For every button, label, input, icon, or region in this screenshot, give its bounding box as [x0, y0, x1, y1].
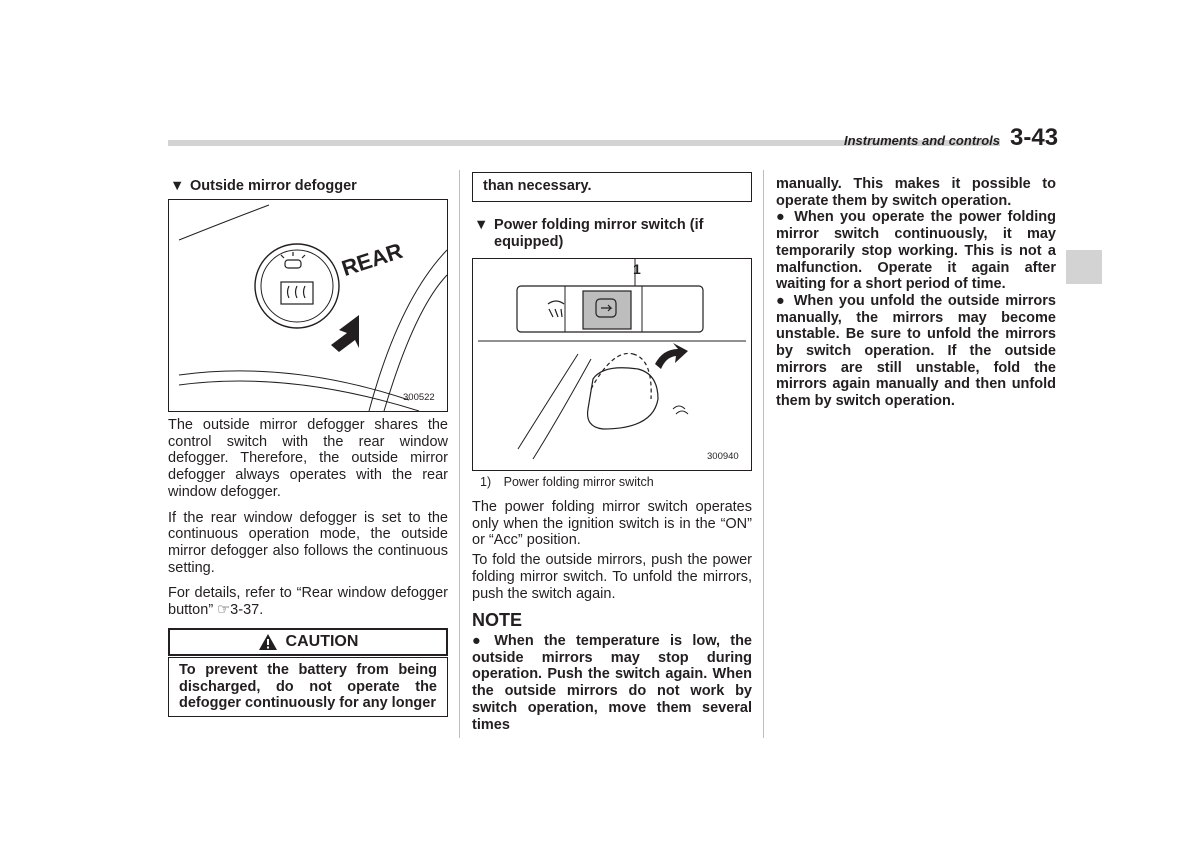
- column-divider: [459, 170, 460, 738]
- defogger-figure: [168, 199, 448, 412]
- caution-body: To prevent the battery from being discharged, do not operate the defogger continuously for any longer: [168, 657, 448, 717]
- right-body: [776, 176, 1056, 410]
- bullet-paragraph: ● When you operate the power folding mirror switch continuously, it may temporarily stop working. This is not a malfunction. Operate it again after waiting for a short period of time.: [776, 209, 1056, 293]
- figure-code: 300522: [403, 392, 435, 403]
- paragraph: To fold the outside mirrors, push the power folding mirror switch. To unfold the mirrors, push the switch again.: [472, 552, 752, 602]
- paragraph: The power folding mirror switch operates only when the ignition switch is in the “ON” or “Acc” position.: [472, 499, 752, 549]
- section-title: Instruments and controls: [843, 133, 1000, 148]
- folding-mirror-figure: [472, 258, 752, 471]
- paragraph: If the rear window defogger is set to the continuous operation mode, the outside mirror defogger also follows the continuous setting.: [168, 509, 448, 576]
- caution-continued: than necessary.: [472, 172, 752, 202]
- triangle-marker-icon: ▼: [474, 217, 489, 233]
- caution-label: CAUTION: [285, 633, 359, 650]
- triangle-marker-icon: ▼: [170, 178, 185, 194]
- page-number: 3-43: [1010, 124, 1059, 151]
- section-heading-defogger: [170, 178, 450, 195]
- chapter-tab: [1066, 250, 1102, 284]
- heading-text: Outside mirror defogger: [190, 178, 357, 194]
- figure-caption: 1) Power folding mirror switch: [480, 475, 654, 489]
- rear-label: REAR: [338, 238, 406, 282]
- paragraph: manually. This makes it possible to operate them by switch operation.: [776, 176, 1056, 209]
- note-text: ● When the temperature is low, the outside mirrors may stop during operation. Push the switch again. When the outside mirrors do not work by switch operation, move them several times: [472, 633, 752, 733]
- left-body: [168, 417, 448, 619]
- callout-number: 1: [633, 261, 641, 277]
- paragraph: The outside mirror defogger shares the control switch with the rear window defogger. Therefore, the outside mirror defogger always operates with the rear window defogger.: [168, 417, 448, 500]
- column-divider: [763, 170, 764, 738]
- note-heading: NOTE: [472, 610, 523, 630]
- caution-header: [168, 628, 448, 656]
- heading-text: Power folding mirror switch (if equipped): [494, 217, 704, 250]
- cross-reference-paragraph: For details, refer to “Rear window defogger button” ☞3-37.: [168, 585, 448, 619]
- section-heading-folding-mirror: [474, 217, 744, 251]
- rear-defogger-illustration: [169, 200, 447, 411]
- figure-code: 300940: [707, 451, 739, 462]
- bullet-paragraph: ● When you unfold the outside mirrors manually, the mirrors may become unstable. Be sure to unfold the mirrors by switch operation. If the outside mirrors are still unstable, fold the mirrors again manually and then unfold them by switch operation.: [776, 292, 1056, 410]
- middle-body: [472, 499, 752, 602]
- warning-triangle-icon: [258, 633, 278, 651]
- folding-mirror-illustration: [473, 259, 751, 470]
